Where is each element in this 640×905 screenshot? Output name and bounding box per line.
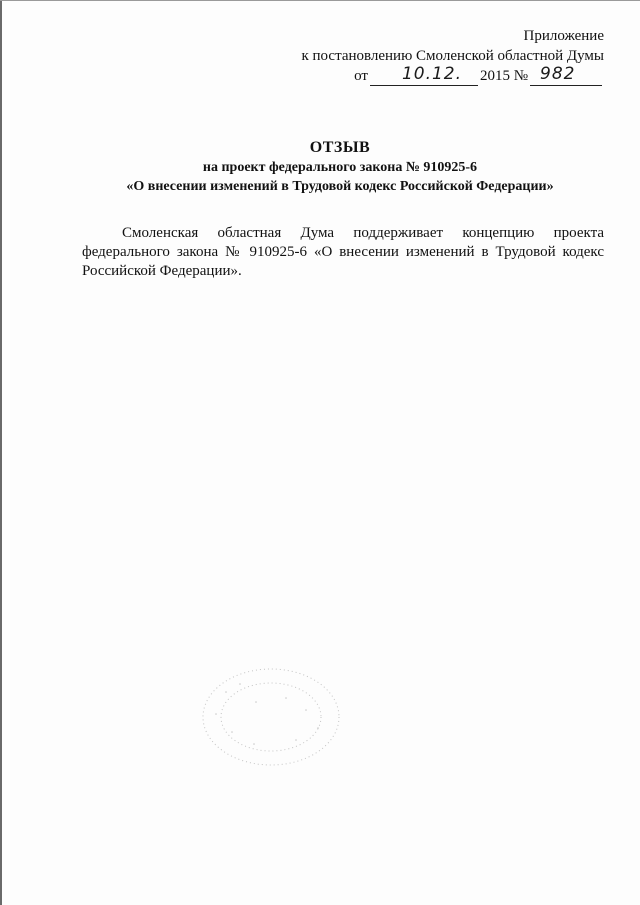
appendix-header [244, 26, 604, 86]
date-prefix: от [354, 68, 368, 84]
title-law-name: «О внесении изменений в Трудовой кодекс Российской Федерации» [126, 179, 554, 194]
appendix-label: Приложение [523, 28, 604, 44]
scan-edge-left [0, 0, 2, 905]
date-field [370, 64, 478, 86]
year-number-label: 2015 № [479, 68, 528, 84]
handwritten-date: 10.12. [401, 64, 463, 84]
document-title [60, 138, 620, 196]
title-subject: на проект федерального закона № 910925-6 [202, 160, 478, 175]
date-number-line [354, 66, 604, 86]
number-field [530, 64, 602, 86]
faint-stamp-mark [196, 662, 346, 772]
title-main: ОТЗЫВ [309, 139, 371, 156]
body-paragraph: Смоленская областная Дума поддерживает концепцию проекта федерального закона № 910925-6 «О внесении изменений в Трудовой кодекс Российской Федерации». [82, 225, 604, 279]
handwritten-number: 982 [540, 64, 576, 84]
resolution-reference: к постановлению Смоленской областной Думы [301, 48, 604, 64]
scan-edge-top [0, 0, 640, 1]
